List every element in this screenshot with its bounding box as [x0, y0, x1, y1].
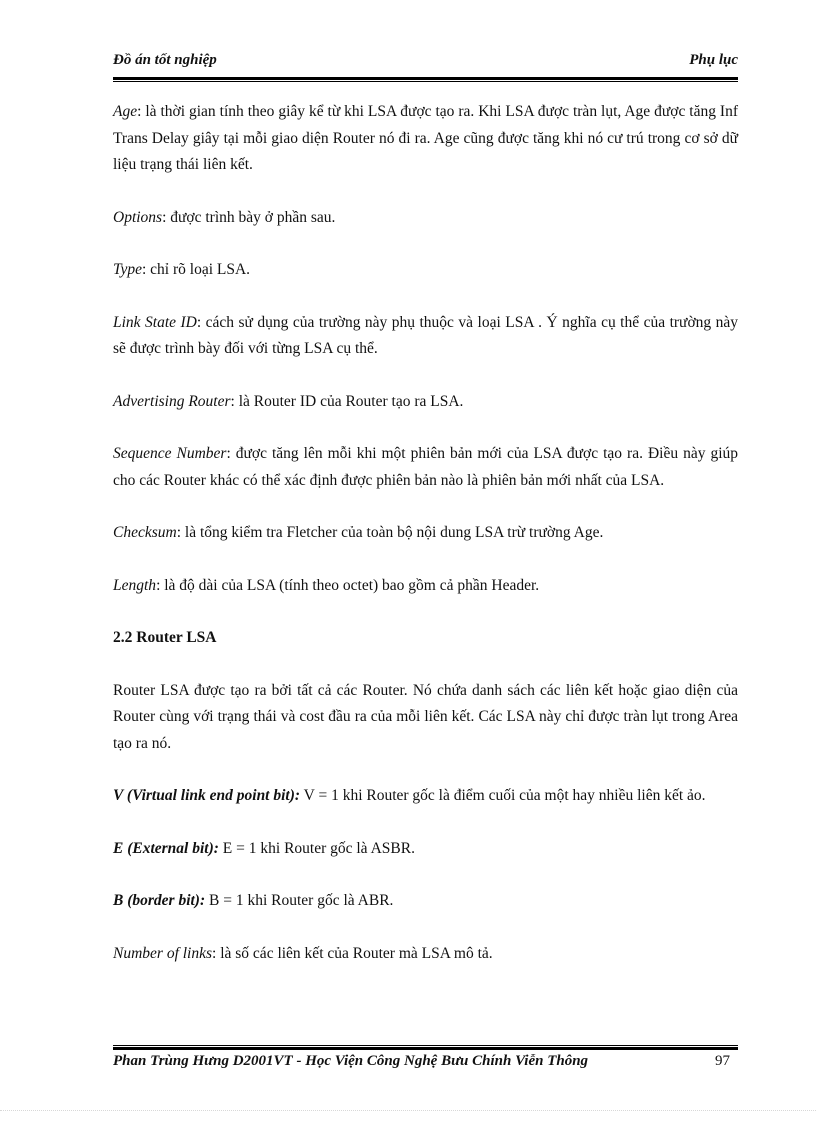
term-sequence-number: Sequence Number: [113, 445, 227, 462]
term-number-of-links: Number of links: [113, 944, 213, 962]
footer-author: Phan Trùng Hưng D2001VT - Học Viện Công Nghệ Bưu Chính Viễn Thông: [113, 1053, 589, 1069]
term-length: Length: [113, 576, 157, 594]
definition-number-of-links: : là số các liên kết của Router mà LSA mô tả.: [212, 944, 493, 962]
definition-type: : chỉ rõ loại LSA.: [141, 261, 251, 278]
paragraph-length: [113, 573, 738, 600]
paragraph-checksum: [113, 520, 738, 547]
term-age: Age: [113, 103, 138, 120]
term-advertising-router: Advertising Router: [113, 392, 231, 410]
term-checksum: Checksum: [113, 524, 177, 541]
page-edge: [0, 1110, 816, 1112]
definition-checksum: : là tổng kiểm tra Fletcher của toàn bộ nội dung LSA trừ trường Age.: [176, 524, 604, 541]
paragraph-options: [113, 205, 738, 232]
definition-length: : là độ dài của LSA (tính theo octet) bao gồm cả phần Header.: [156, 576, 540, 594]
term-v-bit: V (Virtual link end point bit):: [113, 787, 301, 804]
paragraph-e-bit: [113, 836, 738, 863]
term-type: Type: [113, 261, 142, 278]
term-b-bit: B (border bit):: [113, 892, 206, 909]
paragraph-v-bit: [113, 783, 738, 810]
paragraph-link-state-id: [113, 310, 738, 363]
definition-options: : được trình bày ở phần sau.: [162, 208, 336, 226]
term-link-state-id: Link State ID: [113, 313, 197, 331]
term-e-bit: E (External bit):: [113, 839, 219, 857]
definition-e-bit: E = 1 khi Router gốc là ASBR.: [218, 839, 415, 857]
header-divider: [113, 77, 738, 82]
definition-age: : là thời gian tính theo giây kể từ khi LSA được tạo ra. Khi LSA được tràn lụt, Age được tăng Inf Trans Delay giây tại mỗi giao diện Router nó đi ra. Age cũng được tăng khi nó cư trú trong cơ sở dữ liệu trạng thái liên kết.: [113, 103, 738, 173]
definition-v-bit: V = 1 khi Router gốc là điểm cuối của một hay nhiều liên kết ảo.: [300, 787, 706, 804]
paragraph-age: [113, 99, 738, 179]
paragraph-type: [113, 257, 738, 284]
page-number: 97: [715, 1053, 730, 1069]
paragraph-number-of-links: [113, 941, 738, 968]
header-title: Đồ án tốt nghiệp: [113, 52, 217, 68]
definition-b-bit: B = 1 khi Router gốc là ABR.: [205, 892, 394, 909]
section-heading: 2.2 Router LSA: [113, 629, 217, 646]
paragraph-b-bit: [113, 888, 738, 915]
header-section: Phụ lục: [689, 52, 738, 68]
definition-sequence-number: : được tăng lên mỗi khi một phiên bản mới của LSA được tạo ra. Điều này giúp cho các Router khác có thể xác định được phiên bản nào là phiên bản mới nhất của LSA.: [113, 445, 738, 489]
paragraph-advertising-router: [113, 389, 738, 416]
definition-advertising-router: : là Router ID của Router tạo ra LSA.: [230, 392, 464, 410]
definition-link-state-id: : cách sử dụng của trường này phụ thuộc và loại LSA . Ý nghĩa cụ thể của trường này sẽ được trình bày đối với từng LSA cụ thể.: [113, 313, 738, 357]
section-intro: Router LSA được tạo ra bởi tất cả các Router. Nó chứa danh sách các liên kết hoặc giao diện của Router cùng với trạng thái và cost đầu ra của mỗi liên kết. Các LSA này chỉ được tràn lụt trong Area tạo ra nó.: [113, 681, 738, 752]
page-content: [113, 99, 738, 993]
footer-divider: [113, 1045, 738, 1050]
term-options: Options: [113, 208, 163, 226]
paragraph-sequence-number: [113, 441, 738, 494]
